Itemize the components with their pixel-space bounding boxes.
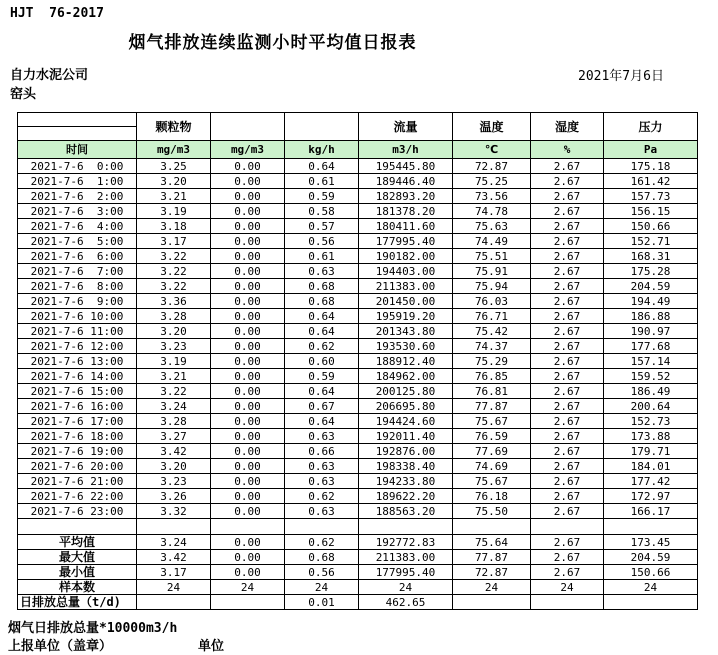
value-cell: 0.00 — [211, 309, 285, 324]
value-cell: 0.00 — [211, 249, 285, 264]
summary-value-cell: 177995.40 — [359, 565, 453, 580]
value-cell: 3.19 — [137, 354, 211, 369]
value-cell: 2.67 — [531, 399, 604, 414]
summary-row — [18, 565, 698, 580]
value-cell: 75.29 — [453, 354, 531, 369]
value-cell: 3.24 — [137, 399, 211, 414]
time-cell: 2021-7-6 19:00 — [18, 444, 137, 459]
summary-row — [18, 595, 698, 610]
time-cell: 2021-7-6 3:00 — [18, 204, 137, 219]
time-cell: 2021-7-6 10:00 — [18, 309, 137, 324]
summary-value-cell: 211383.00 — [359, 550, 453, 565]
value-cell: 180411.60 — [359, 219, 453, 234]
value-cell: 77.69 — [453, 444, 531, 459]
value-cell: 0.00 — [211, 354, 285, 369]
unit-header-cell: mg/m3 — [137, 141, 211, 159]
summary-label-cell: 最小值 — [18, 565, 137, 580]
value-cell: 0.00 — [211, 429, 285, 444]
value-cell: 0.67 — [285, 399, 359, 414]
group-header-cell: 压力 — [604, 113, 698, 141]
table-row — [18, 204, 698, 219]
value-cell: 0.00 — [211, 324, 285, 339]
summary-value-cell: 2.67 — [531, 535, 604, 550]
value-cell: 0.60 — [285, 354, 359, 369]
summary-row — [18, 580, 698, 595]
unit-header-cell: mg/m3 — [211, 141, 285, 159]
value-cell: 76.81 — [453, 384, 531, 399]
value-cell: 192011.40 — [359, 429, 453, 444]
summary-value-cell: 3.24 — [137, 535, 211, 550]
summary-value-cell: 192772.83 — [359, 535, 453, 550]
value-cell: 2.67 — [531, 444, 604, 459]
table-row — [18, 339, 698, 354]
value-cell: 0.59 — [285, 189, 359, 204]
summary-value-cell: 24 — [359, 580, 453, 595]
value-cell: 0.66 — [285, 444, 359, 459]
summary-value-cell: 24 — [137, 580, 211, 595]
value-cell: 204.59 — [604, 279, 698, 294]
time-cell: 2021-7-6 1:00 — [18, 174, 137, 189]
unit-header-cell: m3/h — [359, 141, 453, 159]
summary-value-cell: 0.56 — [285, 565, 359, 580]
time-cell: 2021-7-6 13:00 — [18, 354, 137, 369]
value-cell: 73.56 — [453, 189, 531, 204]
summary-value-cell: 75.64 — [453, 535, 531, 550]
value-cell: 3.42 — [137, 444, 211, 459]
value-cell: 0.00 — [211, 489, 285, 504]
value-cell: 157.14 — [604, 354, 698, 369]
value-cell: 186.49 — [604, 384, 698, 399]
value-cell: 74.49 — [453, 234, 531, 249]
table-row — [18, 234, 698, 249]
value-cell: 172.97 — [604, 489, 698, 504]
table-row — [18, 159, 698, 174]
summary-value-cell: 72.87 — [453, 565, 531, 580]
empty-cell — [531, 519, 604, 535]
time-cell: 2021-7-6 17:00 — [18, 414, 137, 429]
value-cell: 0.00 — [211, 279, 285, 294]
summary-value-cell: 24 — [285, 580, 359, 595]
value-cell: 76.03 — [453, 294, 531, 309]
value-cell: 181378.20 — [359, 204, 453, 219]
summary-value-cell — [211, 595, 285, 610]
standard-code: HJT 76-2017 — [10, 6, 104, 21]
time-cell: 2021-7-6 23:00 — [18, 504, 137, 519]
value-cell: 74.69 — [453, 459, 531, 474]
table-row — [18, 189, 698, 204]
summary-label-cell: 平均值 — [18, 535, 137, 550]
value-cell: 75.94 — [453, 279, 531, 294]
value-cell: 150.66 — [604, 219, 698, 234]
report-table — [17, 112, 698, 610]
value-cell: 3.23 — [137, 339, 211, 354]
summary-value-cell: 204.59 — [604, 550, 698, 565]
value-cell: 159.52 — [604, 369, 698, 384]
value-cell: 2.67 — [531, 369, 604, 384]
summary-value-cell — [137, 595, 211, 610]
value-cell: 75.51 — [453, 249, 531, 264]
site-name: 窑头 — [10, 87, 37, 102]
unit-header-cell: kg/h — [285, 141, 359, 159]
value-cell: 2.67 — [531, 189, 604, 204]
table-row — [18, 474, 698, 489]
summary-value-cell: 150.66 — [604, 565, 698, 580]
value-cell: 152.71 — [604, 234, 698, 249]
value-cell: 3.21 — [137, 369, 211, 384]
value-cell: 157.73 — [604, 189, 698, 204]
value-cell: 198338.40 — [359, 459, 453, 474]
time-cell: 2021-7-6 2:00 — [18, 189, 137, 204]
value-cell: 0.00 — [211, 384, 285, 399]
value-cell: 76.85 — [453, 369, 531, 384]
value-cell: 0.68 — [285, 294, 359, 309]
time-cell: 2021-7-6 20:00 — [18, 459, 137, 474]
value-cell: 189622.20 — [359, 489, 453, 504]
spacer-row — [18, 519, 698, 535]
value-cell: 3.25 — [137, 159, 211, 174]
time-cell: 2021-7-6 0:00 — [18, 159, 137, 174]
value-cell: 0.56 — [285, 234, 359, 249]
value-cell: 156.15 — [604, 204, 698, 219]
value-cell: 3.22 — [137, 264, 211, 279]
value-cell: 0.58 — [285, 204, 359, 219]
value-cell: 3.22 — [137, 384, 211, 399]
group-header-row — [18, 113, 698, 127]
value-cell: 0.57 — [285, 219, 359, 234]
value-cell: 3.20 — [137, 174, 211, 189]
value-cell: 2.67 — [531, 279, 604, 294]
value-cell: 0.00 — [211, 399, 285, 414]
value-cell: 75.67 — [453, 414, 531, 429]
value-cell: 0.00 — [211, 294, 285, 309]
value-cell: 3.23 — [137, 474, 211, 489]
value-cell: 173.88 — [604, 429, 698, 444]
value-cell: 2.67 — [531, 294, 604, 309]
value-cell: 3.17 — [137, 234, 211, 249]
value-cell: 166.17 — [604, 504, 698, 519]
summary-value-cell: 24 — [531, 580, 604, 595]
value-cell: 201343.80 — [359, 324, 453, 339]
value-cell: 2.67 — [531, 159, 604, 174]
empty-cell — [211, 519, 285, 535]
value-cell: 0.68 — [285, 279, 359, 294]
value-cell: 193530.60 — [359, 339, 453, 354]
value-cell: 190.97 — [604, 324, 698, 339]
table-row — [18, 414, 698, 429]
summary-value-cell: 0.00 — [211, 535, 285, 550]
time-cell: 2021-7-6 22:00 — [18, 489, 137, 504]
empty-cell — [359, 519, 453, 535]
value-cell: 0.63 — [285, 474, 359, 489]
value-cell: 175.18 — [604, 159, 698, 174]
value-cell: 0.00 — [211, 264, 285, 279]
value-cell: 2.67 — [531, 324, 604, 339]
value-cell: 3.26 — [137, 489, 211, 504]
value-cell: 0.64 — [285, 159, 359, 174]
value-cell: 0.64 — [285, 384, 359, 399]
summary-value-cell: 462.65 — [359, 595, 453, 610]
time-cell: 2021-7-6 12:00 — [18, 339, 137, 354]
value-cell: 179.71 — [604, 444, 698, 459]
value-cell: 2.67 — [531, 429, 604, 444]
value-cell: 3.19 — [137, 204, 211, 219]
unit-header-cell: % — [531, 141, 604, 159]
units-header-row — [18, 141, 698, 159]
value-cell: 0.00 — [211, 339, 285, 354]
value-cell: 2.67 — [531, 249, 604, 264]
table-body — [18, 113, 698, 610]
value-cell: 3.22 — [137, 279, 211, 294]
summary-label-cell: 最大值 — [18, 550, 137, 565]
value-cell: 2.67 — [531, 474, 604, 489]
time-cell: 2021-7-6 4:00 — [18, 219, 137, 234]
value-cell: 3.20 — [137, 324, 211, 339]
table-row — [18, 384, 698, 399]
value-cell: 201450.00 — [359, 294, 453, 309]
page-title: 烟气排放连续监测小时平均值日报表 — [128, 33, 417, 53]
time-cell: 2021-7-6 7:00 — [18, 264, 137, 279]
table-row — [18, 249, 698, 264]
empty-cell — [604, 519, 698, 535]
value-cell: 3.20 — [137, 459, 211, 474]
value-cell: 168.31 — [604, 249, 698, 264]
value-cell: 0.64 — [285, 324, 359, 339]
value-cell: 76.18 — [453, 489, 531, 504]
value-cell: 200125.80 — [359, 384, 453, 399]
value-cell: 184.01 — [604, 459, 698, 474]
value-cell: 75.25 — [453, 174, 531, 189]
value-cell: 211383.00 — [359, 279, 453, 294]
value-cell: 0.00 — [211, 459, 285, 474]
value-cell: 74.37 — [453, 339, 531, 354]
time-cell: 2021-7-6 14:00 — [18, 369, 137, 384]
value-cell: 0.00 — [211, 204, 285, 219]
value-cell: 194.49 — [604, 294, 698, 309]
value-cell: 72.87 — [453, 159, 531, 174]
summary-value-cell — [453, 595, 531, 610]
value-cell: 194424.60 — [359, 414, 453, 429]
value-cell: 3.28 — [137, 414, 211, 429]
table-row — [18, 399, 698, 414]
table-row — [18, 444, 698, 459]
value-cell: 0.00 — [211, 474, 285, 489]
summary-value-cell: 0.01 — [285, 595, 359, 610]
value-cell: 0.63 — [285, 429, 359, 444]
group-header-cell: 流量 — [359, 113, 453, 141]
time-cell: 2021-7-6 16:00 — [18, 399, 137, 414]
summary-value-cell: 3.17 — [137, 565, 211, 580]
value-cell: 77.87 — [453, 399, 531, 414]
value-cell: 75.50 — [453, 504, 531, 519]
group-header-cell: 温度 — [453, 113, 531, 141]
group-header-cell: 颗粒物 — [137, 113, 211, 141]
value-cell: 2.67 — [531, 309, 604, 324]
value-cell: 0.00 — [211, 504, 285, 519]
value-cell: 0.61 — [285, 249, 359, 264]
summary-value-cell: 173.45 — [604, 535, 698, 550]
value-cell: 0.00 — [211, 189, 285, 204]
value-cell: 74.78 — [453, 204, 531, 219]
value-cell: 189446.40 — [359, 174, 453, 189]
time-cell: 2021-7-6 6:00 — [18, 249, 137, 264]
time-cell: 2021-7-6 15:00 — [18, 384, 137, 399]
table-row — [18, 279, 698, 294]
value-cell: 200.64 — [604, 399, 698, 414]
value-cell: 184962.00 — [359, 369, 453, 384]
footer-note: 烟气日排放总量*10000m3/h — [8, 621, 178, 636]
time-cell: 2021-7-6 8:00 — [18, 279, 137, 294]
summary-value-cell: 0.00 — [211, 550, 285, 565]
value-cell: 0.63 — [285, 264, 359, 279]
value-cell: 0.64 — [285, 414, 359, 429]
value-cell: 188912.40 — [359, 354, 453, 369]
empty-header-cell — [285, 113, 359, 141]
table-row — [18, 294, 698, 309]
value-cell: 0.63 — [285, 459, 359, 474]
value-cell: 190182.00 — [359, 249, 453, 264]
summary-value-cell — [604, 595, 698, 610]
value-cell: 0.00 — [211, 414, 285, 429]
value-cell: 3.32 — [137, 504, 211, 519]
value-cell: 177995.40 — [359, 234, 453, 249]
value-cell: 152.73 — [604, 414, 698, 429]
time-cell: 2021-7-6 21:00 — [18, 474, 137, 489]
footer-unit-label: 单位 — [198, 639, 225, 654]
time-cell: 2021-7-6 11:00 — [18, 324, 137, 339]
value-cell: 0.59 — [285, 369, 359, 384]
table-row — [18, 324, 698, 339]
value-cell: 194403.00 — [359, 264, 453, 279]
value-cell: 0.00 — [211, 444, 285, 459]
empty-cell — [18, 519, 137, 535]
value-cell: 194233.80 — [359, 474, 453, 489]
table-row — [18, 264, 698, 279]
time-header-cell: 时间 — [18, 141, 137, 159]
value-cell: 3.21 — [137, 189, 211, 204]
empty-cell — [137, 519, 211, 535]
table-row — [18, 219, 698, 234]
summary-value-cell: 0.00 — [211, 565, 285, 580]
summary-value-cell: 3.42 — [137, 550, 211, 565]
value-cell: 177.42 — [604, 474, 698, 489]
summary-value-cell: 24 — [211, 580, 285, 595]
footer-report-unit-label: 上报单位（盖章） — [8, 639, 113, 654]
time-cell: 2021-7-6 9:00 — [18, 294, 137, 309]
summary-value-cell: 24 — [604, 580, 698, 595]
value-cell: 182893.20 — [359, 189, 453, 204]
table-row — [18, 489, 698, 504]
value-cell: 0.62 — [285, 339, 359, 354]
value-cell: 0.00 — [211, 174, 285, 189]
time-cell: 2021-7-6 5:00 — [18, 234, 137, 249]
value-cell: 2.67 — [531, 459, 604, 474]
value-cell: 2.67 — [531, 384, 604, 399]
empty-cell — [453, 519, 531, 535]
value-cell: 0.00 — [211, 219, 285, 234]
value-cell: 3.18 — [137, 219, 211, 234]
unit-header-cell: ℃ — [453, 141, 531, 159]
value-cell: 0.63 — [285, 504, 359, 519]
time-cell: 2021-7-6 18:00 — [18, 429, 137, 444]
value-cell: 75.91 — [453, 264, 531, 279]
value-cell: 2.67 — [531, 414, 604, 429]
company-name: 自力水泥公司 — [10, 68, 89, 83]
value-cell: 2.67 — [531, 219, 604, 234]
summary-value-cell: 24 — [453, 580, 531, 595]
summary-row — [18, 535, 698, 550]
value-cell: 161.42 — [604, 174, 698, 189]
value-cell: 0.61 — [285, 174, 359, 189]
value-cell: 195445.80 — [359, 159, 453, 174]
table-row — [18, 504, 698, 519]
summary-label-cell: 日排放总量（t/d) — [18, 595, 137, 610]
value-cell: 3.27 — [137, 429, 211, 444]
table-row — [18, 429, 698, 444]
value-cell: 76.59 — [453, 429, 531, 444]
value-cell: 2.67 — [531, 489, 604, 504]
value-cell: 2.67 — [531, 354, 604, 369]
report-date: 2021年7月6日 — [578, 69, 664, 84]
value-cell: 2.67 — [531, 339, 604, 354]
value-cell: 0.00 — [211, 234, 285, 249]
value-cell: 177.68 — [604, 339, 698, 354]
value-cell: 0.64 — [285, 309, 359, 324]
value-cell: 186.88 — [604, 309, 698, 324]
summary-value-cell — [531, 595, 604, 610]
table-row — [18, 309, 698, 324]
empty-cell — [285, 519, 359, 535]
value-cell: 75.42 — [453, 324, 531, 339]
empty-header-cell — [211, 113, 285, 141]
value-cell: 3.28 — [137, 309, 211, 324]
table-row — [18, 354, 698, 369]
unit-header-cell: Pa — [604, 141, 698, 159]
summary-value-cell: 77.87 — [453, 550, 531, 565]
value-cell: 75.67 — [453, 474, 531, 489]
summary-row — [18, 550, 698, 565]
value-cell: 2.67 — [531, 174, 604, 189]
value-cell: 188563.20 — [359, 504, 453, 519]
value-cell: 3.22 — [137, 249, 211, 264]
group-header-cell: 湿度 — [531, 113, 604, 141]
value-cell: 75.63 — [453, 219, 531, 234]
summary-value-cell: 0.68 — [285, 550, 359, 565]
corner-cell-bottom — [18, 127, 137, 141]
value-cell: 0.62 — [285, 489, 359, 504]
value-cell: 2.67 — [531, 504, 604, 519]
value-cell: 192876.00 — [359, 444, 453, 459]
table-row — [18, 459, 698, 474]
summary-value-cell: 2.67 — [531, 550, 604, 565]
value-cell: 2.67 — [531, 234, 604, 249]
value-cell: 0.00 — [211, 159, 285, 174]
summary-value-cell: 2.67 — [531, 565, 604, 580]
table-row — [18, 369, 698, 384]
summary-value-cell: 0.62 — [285, 535, 359, 550]
value-cell: 195919.20 — [359, 309, 453, 324]
value-cell: 2.67 — [531, 204, 604, 219]
value-cell: 2.67 — [531, 264, 604, 279]
value-cell: 76.71 — [453, 309, 531, 324]
value-cell: 3.36 — [137, 294, 211, 309]
value-cell: 175.28 — [604, 264, 698, 279]
corner-cell-top — [18, 113, 137, 127]
table-row — [18, 174, 698, 189]
summary-label-cell: 样本数 — [18, 580, 137, 595]
value-cell: 0.00 — [211, 369, 285, 384]
value-cell: 206695.80 — [359, 399, 453, 414]
